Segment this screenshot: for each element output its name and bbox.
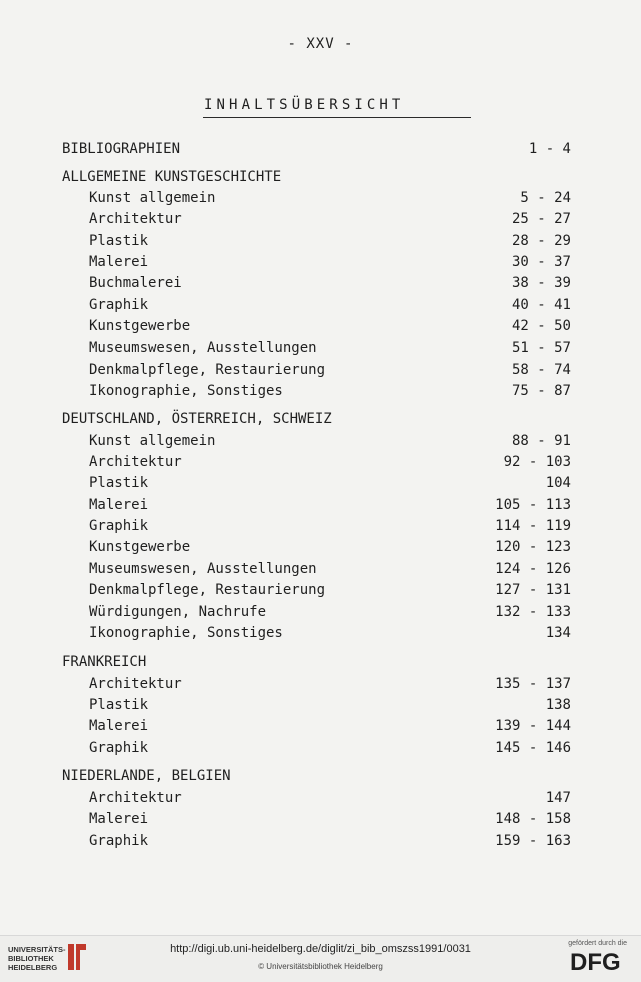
toc-entry-range: 58 - 74 <box>511 362 571 378</box>
toc-entry-range: 120 - 123 <box>495 539 571 555</box>
toc-entry-range: 42 - 50 <box>511 318 571 334</box>
toc-entry-range: 147 <box>545 790 571 806</box>
toc-entry-range: 134 <box>545 625 571 641</box>
toc-entry-range: 127 - 131 <box>495 582 571 598</box>
toc-entry-range: 38 - 39 <box>511 275 571 291</box>
toc-entry-range: 135 - 137 <box>495 676 571 692</box>
toc-entry-range: 104 <box>545 475 571 491</box>
toc-entry-range: 145 - 146 <box>495 740 571 756</box>
toc-title: INHALTSÜBERSICHT <box>204 97 405 113</box>
toc-entry-label: Malerei <box>89 254 149 270</box>
toc-entry-range: 124 - 126 <box>495 561 571 577</box>
section-heading: DEUTSCHLAND, ÖSTERREICH, SCHWEIZ <box>62 411 332 427</box>
toc-entry-range: 75 - 87 <box>511 383 571 399</box>
toc-entry-label: Malerei <box>89 811 149 827</box>
toc-entry-label: Graphik <box>89 297 149 313</box>
toc-entry-label: Kunstgewerbe <box>89 318 191 334</box>
toc-entry-label: Malerei <box>89 718 149 734</box>
toc-entry-label: Graphik <box>89 740 149 756</box>
toc-entry-label: Buchmalerei <box>89 275 182 291</box>
toc-entry-range: 159 - 163 <box>495 833 571 849</box>
toc-entry-label: Kunst allgemein <box>89 190 216 206</box>
toc-entry-range: 92 - 103 <box>503 454 571 470</box>
toc-entry-label: Ikonographie, Sonstiges <box>89 625 283 641</box>
library-name-line: HEIDELBERG <box>8 963 58 972</box>
title-underline <box>203 117 471 118</box>
toc-entry-label: Museumswesen, Ausstellungen <box>89 340 317 356</box>
toc-entry-label: Kunstgewerbe <box>89 539 191 555</box>
toc-entry-label: Kunst allgemein <box>89 433 216 449</box>
section-page-range: 1 - 4 <box>528 141 571 157</box>
toc-entry-range: 40 - 41 <box>511 297 571 313</box>
permalink-url[interactable]: http://digi.ub.uni-heidelberg.de/diglit/zi_bib_omszss1991/0031 <box>170 943 471 955</box>
page-number: - XXV - <box>287 36 354 52</box>
copyright-text: © Universitätsbibliothek Heidelberg <box>258 962 383 971</box>
toc-entry-label: Denkmalpflege, Restaurierung <box>89 582 326 598</box>
toc-entry-label: Plastik <box>89 233 149 249</box>
dfg-logo <box>570 948 632 974</box>
toc-entry-range: 51 - 57 <box>511 340 571 356</box>
toc-entry-label: Malerei <box>89 497 149 513</box>
toc-entry-range: 25 - 27 <box>511 211 571 227</box>
dfg-logo-text: DFG <box>570 949 621 974</box>
toc-entry-range: 88 - 91 <box>511 433 571 449</box>
toc-entry-range: 105 - 113 <box>495 497 571 513</box>
toc-entry-range: 132 - 133 <box>495 604 571 620</box>
toc-entry-label: Architektur <box>89 211 182 227</box>
section-heading: FRANKREICH <box>62 654 147 670</box>
toc-entry-range: 139 - 144 <box>495 718 571 734</box>
toc-entry-label: Graphik <box>89 518 149 534</box>
toc-entry-range: 138 <box>545 697 571 713</box>
toc-entry-range: 30 - 37 <box>511 254 571 270</box>
toc-entry-label: Architektur <box>89 676 182 692</box>
section-heading: ALLGEMEINE KUNSTGESCHICHTE <box>62 169 282 185</box>
toc-entry-label: Plastik <box>89 475 149 491</box>
library-name-line: UNIVERSITÄTS- <box>8 945 66 954</box>
toc-entry-range: 148 - 158 <box>495 811 571 827</box>
toc-entry-label: Museumswesen, Ausstellungen <box>89 561 317 577</box>
copyright-notice <box>0 962 641 971</box>
toc-entry-range: 114 - 119 <box>495 518 571 534</box>
toc-entry-label: Denkmalpflege, Restaurierung <box>89 362 326 378</box>
library-name-line: BIBLIOTHEK <box>8 954 54 963</box>
toc-entry-range: 5 - 24 <box>520 190 571 206</box>
funded-by-label: gefördert durch die <box>568 940 627 947</box>
section-heading: NIEDERLANDE, BELGIEN <box>62 768 231 784</box>
toc-entry-label: Würdigungen, Nachrufe <box>89 604 267 620</box>
toc-entry-label: Ikonographie, Sonstiges <box>89 383 283 399</box>
toc-entry-label: Plastik <box>89 697 149 713</box>
toc-entry-label: Graphik <box>89 833 149 849</box>
toc-entry-range: 28 - 29 <box>511 233 571 249</box>
section-heading: BIBLIOGRAPHIEN <box>62 141 181 157</box>
toc-entry-label: Architektur <box>89 454 182 470</box>
toc-entry-label: Architektur <box>89 790 182 806</box>
